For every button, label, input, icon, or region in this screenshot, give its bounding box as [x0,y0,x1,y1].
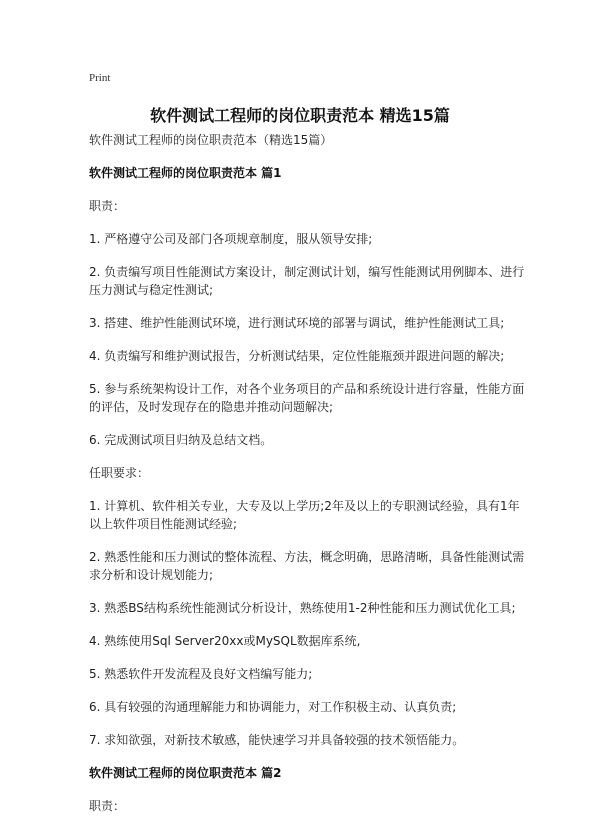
section1-heading: 软件测试工程师的岗位职责范本 篇1 [89,166,282,180]
page-title: 软件测试工程师的岗位职责范本 精选15篇 [150,106,450,125]
requirement-item: 7. 求知欲强，对新技术敏感，能快速学习并具备较强的技术领悟能力。 [89,733,465,747]
requirement-item: 1. 计算机、软件相关专业，大专及以上学历;2年及以上的专职测试经验，具有1年以上软件项目性能测试经验; [89,499,520,531]
section2-duties-label: 职责： [89,799,126,813]
requirement-item: 2. 熟悉性能和压力测试的整体流程、方法，概念明确，思路清晰，具备性能测试需求分析和设计规划能力; [89,550,525,582]
document-body [89,131,529,830]
duty-item: 5. 参与系统架构设计工作，对各个业务项目的产品和系统设计进行容量，性能方面的评估，及时发现存在的隐患并推动问题解决; [89,382,525,414]
requirement-item: 4. 熟练使用Sql Server20xx或MySQL数据库系统, [89,634,361,648]
duty-item: 3. 搭建、维护性能测试环境，进行测试环境的部署与调试，维护性能测试工具; [89,316,505,330]
requirement-item: 3. 熟悉BS结构系统性能测试分析设计，熟练使用1-2种性能和压力测试优化工具; [89,601,516,615]
requirement-item: 6. 具有较强的沟通理解能力和协调能力，对工作积极主动、认真负责; [89,700,457,714]
duty-item: 6. 完成测试项目归纳及总结文档。 [89,433,273,447]
print-label[interactable]: Print [89,72,111,84]
section1-requirements-label: 任职要求： [89,466,150,480]
duty-item: 4. 负责编写和维护测试报告，分析测试结果，定位性能瓶颈并跟进问题的解决; [89,349,505,363]
document-subtitle: 软件测试工程师的岗位职责范本（精选15篇） [89,133,333,147]
section1-duties-label: 职责： [89,199,126,213]
duty-item: 1. 严格遵守公司及部门各项规章制度，服从领导安排; [89,232,373,246]
requirement-item: 5. 熟悉软件开发流程及良好文档编写能力; [89,667,313,681]
duty-item: 2. 负责编写项目性能测试方案设计，制定测试计划，编写性能测试用例脚本、进行压力测试与稳定性测试; [89,265,525,297]
section2-heading: 软件测试工程师的岗位职责范本 篇2 [89,766,282,780]
